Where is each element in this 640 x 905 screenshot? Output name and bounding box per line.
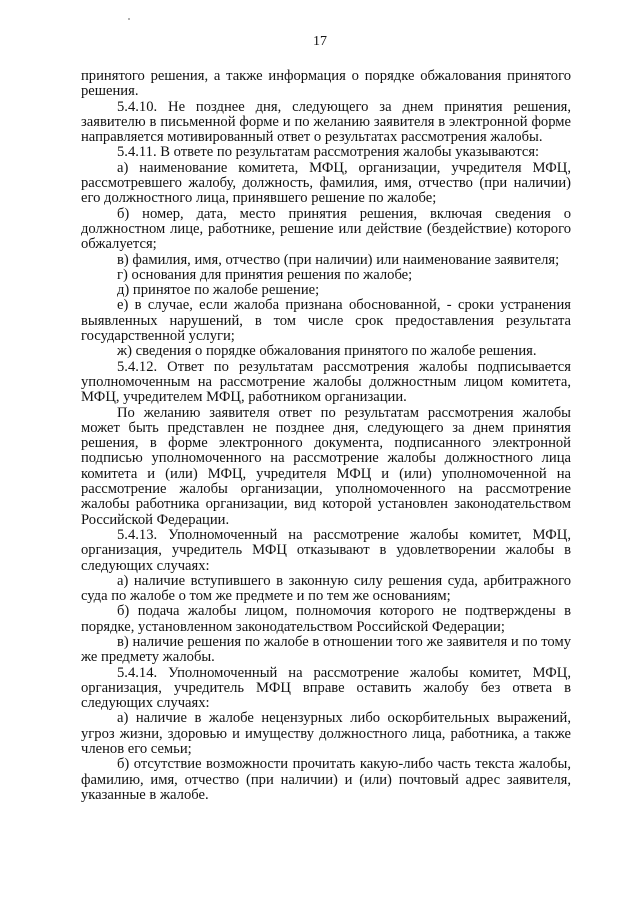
paragraph: а) наличие в жалобе нецензурных либо оскорбительных выражений, угроз жизни, здоровью и имуществу должностного лица, работника, а также членов его семьи; (81, 710, 571, 758)
paragraph: а) наименование комитета, МФЦ, организации, учредителя МФЦ, рассмотревшего жалобу, должность, фамилия, имя, отчество (при наличии) его должностного лица, принявшего решение по жалобе; (81, 159, 571, 207)
paragraph: б) номер, дата, место принятия решения, включая сведения о должностном лице, работнике, решение или действие (бездействие) которого обжалуется; (81, 205, 571, 253)
paragraph: е) в случае, если жалоба признана обоснованной, - сроки устранения выявленных нарушений, в том числе срок предоставления результата государственной услуги; (81, 297, 571, 345)
paragraph: д) принятое по жалобе решение; (117, 282, 320, 299)
page-number: 17 (313, 34, 327, 49)
paragraph: а) наличие вступившего в законную силу решения суда, арбитражного суда по жалобе о том же предмете и по тем же основаниям; (81, 572, 571, 605)
scan-speck (128, 18, 130, 20)
paragraph: 5.4.10. Не позднее дня, следующего за днем принятия решения, заявителю в письменной форме и по желанию заявителя в электронной форме направляется мотивированный ответ о результатах рассмотрения жалобы. (81, 98, 571, 146)
paragraph: 5.4.14. Уполномоченный на рассмотрение жалобы комитет, МФЦ, организация, учредитель МФЦ вправе оставить жалобу без ответа в следующих случаях: (81, 664, 571, 712)
paragraph: г) основания для принятия решения по жалобе; (117, 266, 413, 283)
paragraph: в) фамилия, имя, отчество (при наличии) или наименование заявителя; (117, 251, 560, 268)
paragraph: ж) сведения о порядке обжалования принятого по жалобе решения. (117, 343, 537, 360)
paragraph: По желанию заявителя ответ по результатам рассмотрения жалобы может быть представлен не позднее дня, следующего за днем принятия решения, в форме электронного документа, подписанного электронной подписью уполномоченного на рассмотрение жалобы должностного лица комитета и (или) МФЦ, учредителя МФЦ и (или) уполномоченной на рассмотрение жалобы организации, уполномоченного на рассмотрение жалобы работника организации, вид которой установлен законодательством Российской Федерации. (81, 404, 571, 528)
paragraph: б) подача жалобы лицом, полномочия которого не подтверждены в порядке, установленном законодательством Российской Федерации; (81, 603, 571, 635)
paragraph: в) наличие решения по жалобе в отношении того же заявителя и по тому же предмету жалобы. (81, 633, 571, 666)
paragraph: 5.4.11. В ответе по результатам рассмотрения жалобы указываются: (117, 144, 540, 161)
paragraph: принятого решения, а также информация о порядке обжалования принятого решения. (81, 68, 571, 100)
paragraph: 5.4.13. Уполномоченный на рассмотрение жалобы комитет, МФЦ, организация, учредитель МФЦ отказывают в удовлетворении жалобы в следующих случаях: (81, 526, 571, 574)
document-body (81, 69, 571, 803)
paragraph: б) отсутствие возможности прочитать какую-либо часть текста жалобы, фамилию, имя, отчество (при наличии) и (или) почтовый адрес заявителя, указанные в жалобе. (81, 756, 571, 803)
paragraph: 5.4.12. Ответ по результатам рассмотрения жалобы подписывается уполномоченным на рассмотрение жалобы должностным лицом комитета, МФЦ, учредителем МФЦ, работником организации. (81, 358, 571, 406)
